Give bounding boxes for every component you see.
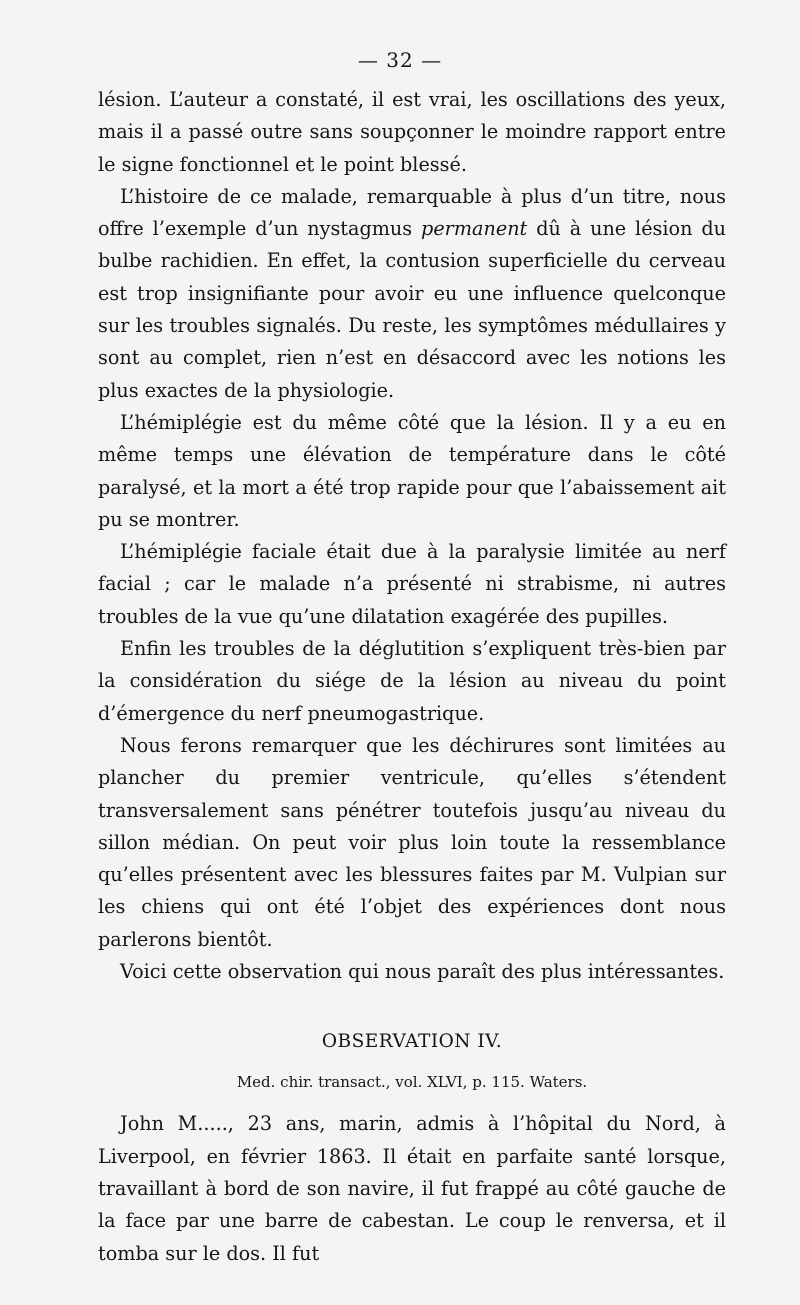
observation-text-body: John M....., 23 ans, marin, admis à l’hôpital du Nord, à Liverpool, en février 1863. Il était en parfaite santé lorsque, travaillant à bord de son navire, il fut frappé au côté gauche de la face par une barre de cabestan. Le coup le renversa, et il tomba sur le dos. Il fut	[98, 1112, 726, 1265]
paragraph-2	[98, 181, 726, 407]
paragraph-1-text: lésion. L’auteur a constaté, il est vrai, les oscillations des yeux, mais il a passé outre sans soupçonner le moindre rapport entre le signe fonctionnel et le point blessé.	[98, 88, 726, 176]
page-body	[98, 84, 726, 1270]
paragraph-6-text: Nous ferons remarquer que les déchirures sont limitées au plancher du premier ventricule, qu’elles s’étendent transversalement sans pénétrer toutefois jusqu’au niveau du sillon médian. On peut voir plus loin toute la ressemblance qu’elles présentent avec les blessures faites par M. Vulpian sur les chiens qui ont été l’objet des expériences dont nous parlerons bientôt.	[98, 733, 726, 951]
paragraph-2-text-end: dû à une lésion du bulbe rachidien. En effet, la contusion superficielle du cerveau est trop insignifiante pour avoir eu une influence quelconque sur les troubles signalés. Du reste, les symptômes médullaires y sont au complet, rien n’est en désaccord avec les notions les plus exactes de la physiologie.	[98, 217, 726, 402]
paragraph-7	[98, 956, 726, 988]
paragraph-7-text: Voici cette observation qui nous paraît des plus intéressantes.	[120, 960, 725, 984]
paragraph-5	[98, 633, 726, 730]
paragraph-2-text-start: L’histoire de ce malade, remarquable à plus d’un titre, nous offre l’exemple d’un nystagmus	[98, 184, 726, 241]
observation-text	[98, 1108, 726, 1269]
page-number: — 32 —	[357, 48, 443, 72]
observation-citation: Med. chir. transact., vol. XLVI, p. 115. Waters.	[236, 1073, 588, 1092]
paragraph-2-emphasis: permanent	[421, 217, 528, 241]
paragraph-5-text: Enfin les troubles de la déglutition s’expliquent très-bien par la considération du siége de la lésion au niveau du point d’émergence du nerf pneumogastrique.	[98, 637, 726, 725]
paragraph-4-text: L’hémiplégie faciale était due à la paralysie limitée au nerf facial ; car le malade n’a présenté ni strabisme, ni autres troubles de la vue qu’une dilatation exagérée des pupilles.	[98, 540, 726, 628]
paragraph-6	[98, 730, 726, 956]
paragraph-4	[98, 536, 726, 633]
observation-heading: OBSERVATION IV.	[321, 1031, 503, 1053]
paragraph-1	[98, 84, 726, 181]
paragraph-3	[98, 407, 726, 536]
paragraph-3-text: L’hémiplégie est du même côté que la lésion. Il y a eu en même temps une élévation de température dans le côté paralysé, et la mort a été trop rapide pour que l’abaissement ait pu se montrer.	[98, 410, 726, 531]
